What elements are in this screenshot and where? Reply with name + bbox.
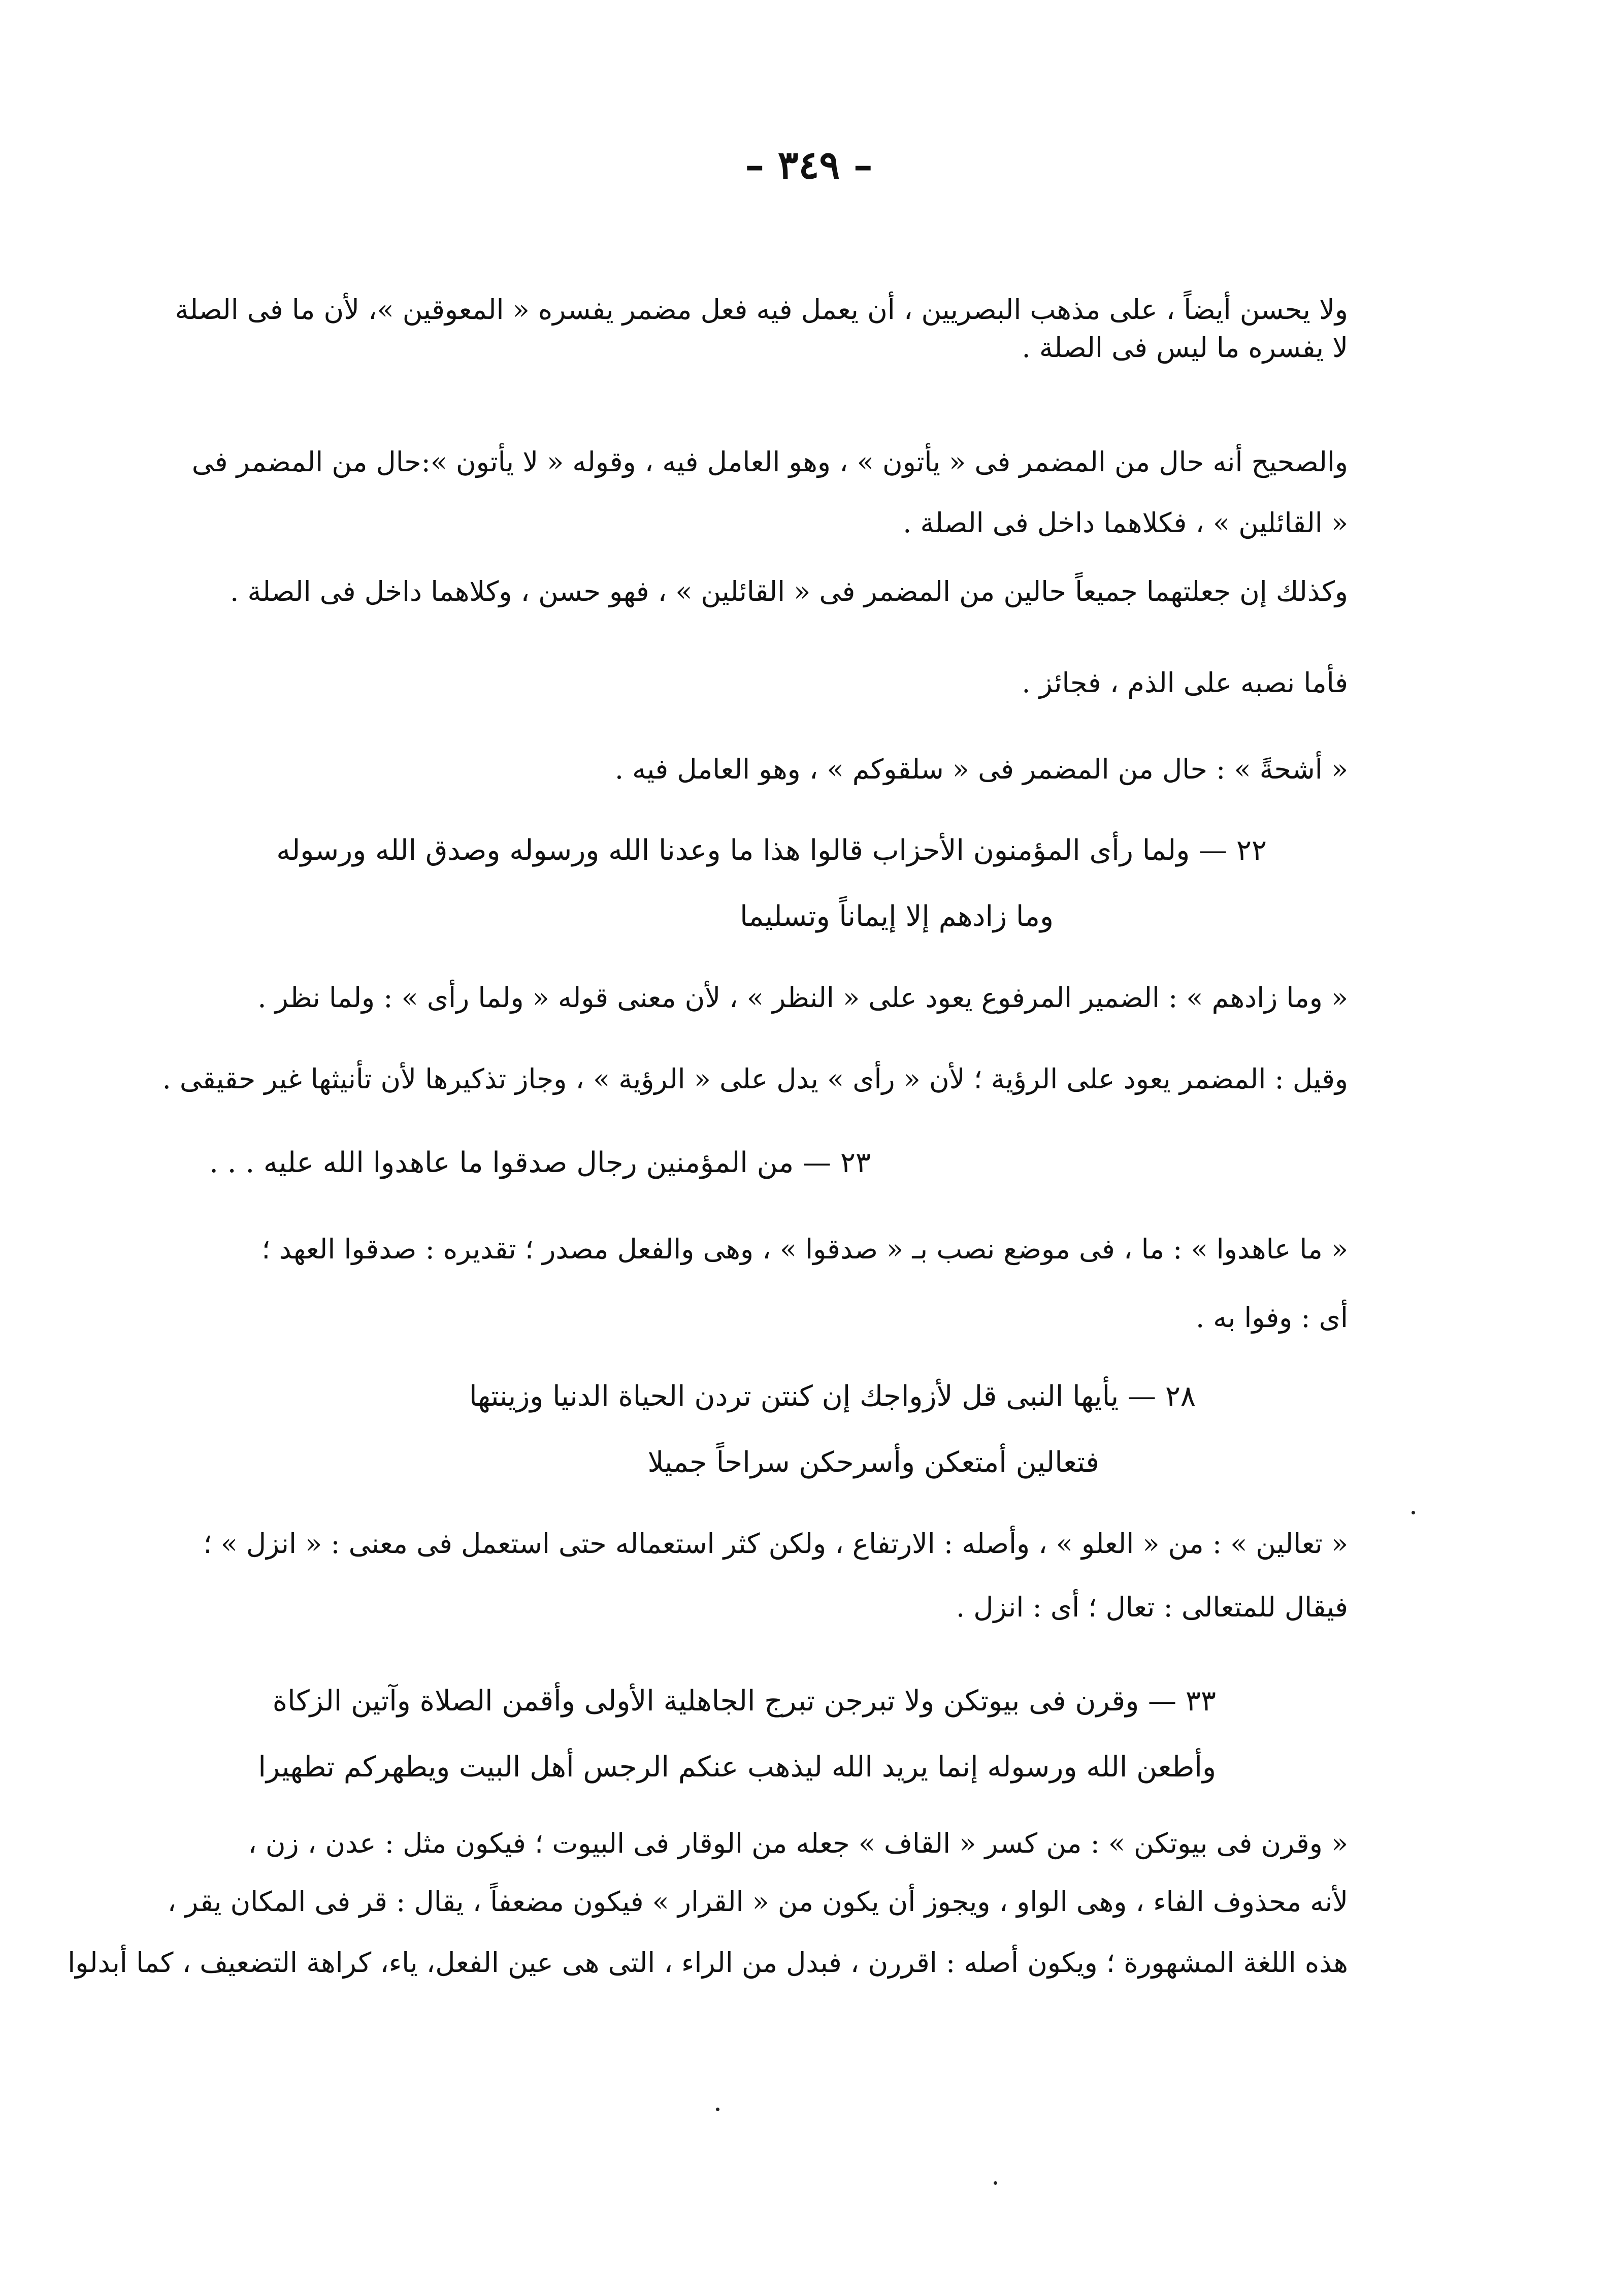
page-number: – ٣٤٩ –: [745, 142, 873, 187]
quran-verse: ٢٨ — يأيها النبى قل لأزواجك إن كنتن تردن الحياة الدنيا وزينتها: [469, 1380, 1196, 1413]
text-line: « القائلين » ، فكلاهما داخل فى الصلة .: [903, 507, 1348, 539]
text-line: هذه اللغة المشهورة ؛ ويكون أصله : اقررن ، فبدل من الراء ، التى هى عين الفعل، ياء، كراهة التضعيف ، كما أبدلوا: [68, 1947, 1348, 1979]
text-line: لا يفسره ما ليس فى الصلة .: [1022, 332, 1348, 364]
text-line: والصحيح أنه حال من المضمر فى « يأتون » ، وهو العامل فيه ، وقوله « لا يأتون »:حال من المضمر فى: [191, 446, 1348, 478]
scan-speck: [1412, 1511, 1415, 1514]
text-line: « ما عاهدوا » : ما ، فى موضع نصب بـ « صدقوا » ، وهى والفعل مصدر ؛ تقديره : صدقوا العهد ؛: [261, 1233, 1348, 1265]
text-line: فيقال للمتعالى : تعال ؛ أى : انزل .: [956, 1591, 1348, 1623]
quran-verse: وأطعن الله ورسوله إنما يريد الله ليذهب عنكم الرجس أهل البيت ويطهركم تطهيرا: [258, 1751, 1216, 1784]
text-line: فأما نصبه على الذم ، فجائز .: [1022, 667, 1348, 699]
text-line: وكذلك إن جعلتهما جميعاً حالين من المضمر فى « القائلين » ، فهو حسن ، وكلاهما داخل فى الصلة .: [230, 575, 1348, 607]
text-line: « تعالين » : من « العلو » ، وأصله : الارتفاع ، ولكن كثر استعماله حتى استعمل فى معنى : « انزل » ؛: [203, 1528, 1348, 1560]
text-line: « وما زادهم » : الضمير المرفوع يعود على « النظر » ، لأن معنى قوله « ولما رأى » : ولما نظر .: [257, 982, 1348, 1014]
text-line: ولا يحسن أيضاً ، على مذهب البصريين ، أن يعمل فيه فعل مضمر يفسره « المعوقين »، لأن ما فى الصلة: [175, 294, 1348, 326]
quran-verse: ٢٢ — ولما رأى المؤمنون الأحزاب قالوا هذا ما وعدنا الله ورسوله وصدق الله ورسوله: [276, 834, 1267, 867]
quran-verse: ٢٣ — من المؤمنين رجال صدقوا ما عاهدوا الله عليه . . .: [209, 1146, 871, 1179]
quran-verse: فتعالين أمتعكن وأسرحكن سراحاً جميلا: [647, 1446, 1099, 1479]
quran-verse: ٣٣ — وقرن فى بيوتكن ولا تبرجن تبرج الجاهلية الأولى وأقمن الصلاة وآتين الزكاة: [272, 1685, 1216, 1718]
text-line: وقيل : المضمر يعود على الرؤية ؛ لأن « رأى » يدل على « الرؤية » ، وجاز تذكيرها لأن تأنيثها غير حقيقى .: [162, 1063, 1348, 1095]
text-line: « أشحةً » : حال من المضمر فى « سلقوكم » ، وهو العامل فيه .: [614, 753, 1348, 785]
scan-speck: [716, 2108, 719, 2111]
text-line: لأنه محذوف الفاء ، وهى الواو ، ويجوز أن يكون من « القرار » فيكون مضعفاً ، يقال : قر فى المكان يقر ،: [167, 1886, 1348, 1918]
text-line: « وقرن فى بيوتكن » : من كسر « القاف » جعله من الوقار فى البيوت ؛ فيكون مثل : عدن ، زن ،: [248, 1827, 1348, 1859]
text-line: أى : وفوا به .: [1195, 1302, 1348, 1334]
scan-speck: [994, 2181, 997, 2185]
quran-verse: وما زادهم إلا إيماناً وتسليما: [740, 900, 1054, 933]
